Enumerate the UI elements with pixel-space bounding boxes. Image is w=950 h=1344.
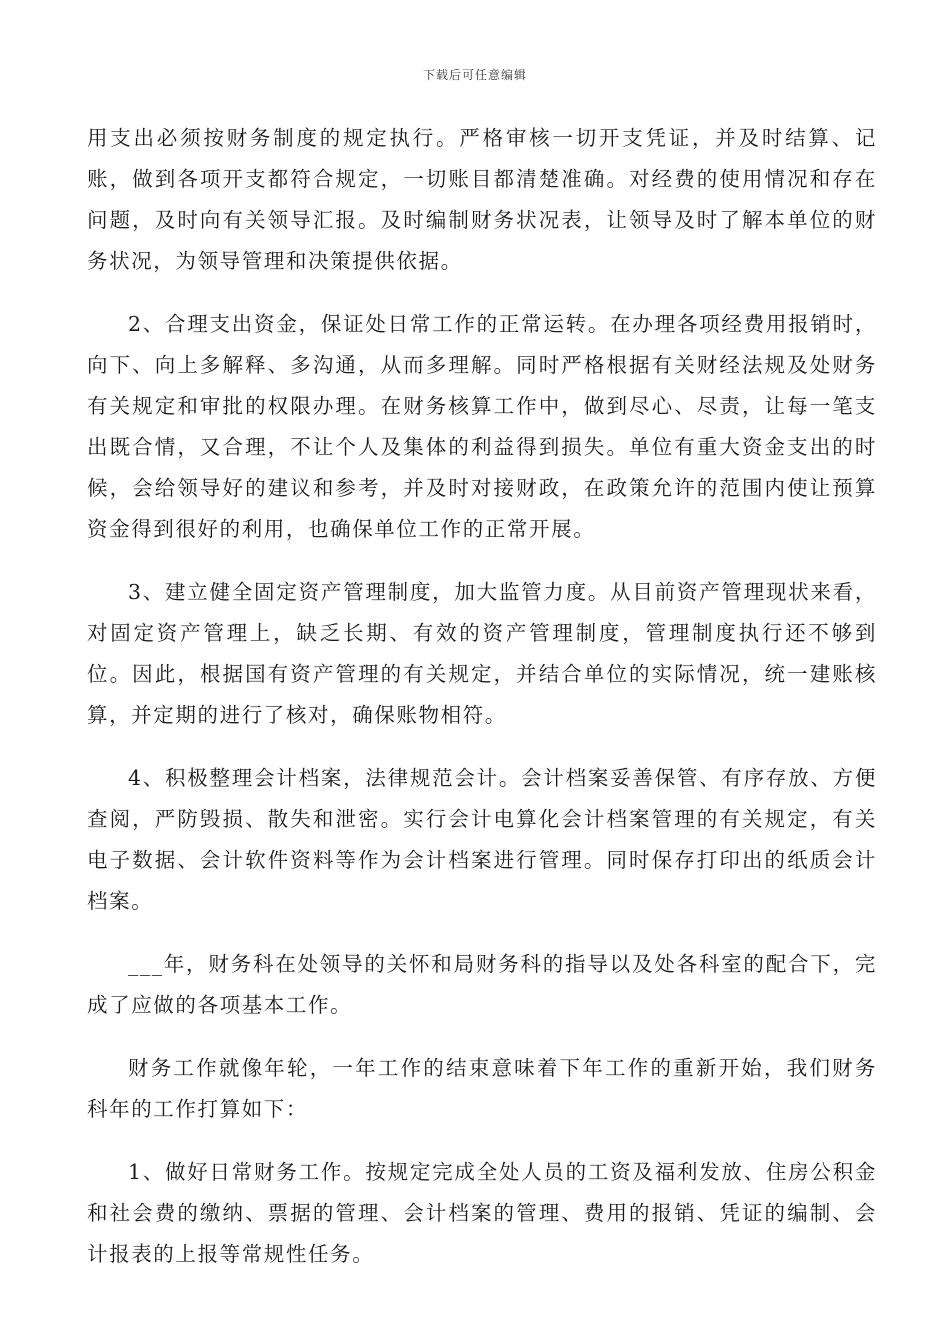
document-body (87, 118, 877, 1297)
paragraph-item-4: 4、积极整理会计档案，法律规范会计。会计档案妥善保管、有序存放、方便查阅，严防毁损、散失和泄密。实行会计电算化会计档案管理的有关规定，有关电子数据、会计软件资料等作为会计档案进行管理。同时保存打印出的纸质会计档案。 (87, 766, 877, 913)
paragraph-plan-item-1: 1、做好日常财务工作。按规定完成全处人员的工资及福利发放、住房公积金和社会费的缴纳、票据的管理、会计档案的管理、费用的报销、凭证的编制、会计报表的上报等常规性任务。 (87, 1160, 877, 1266)
paragraph-continued: 用支出必须按财务制度的规定执行。严格审核一切开支凭证，并及时结算、记账，做到各项开支都符合规定，一切账目都清楚准确。对经费的使用情况和存在问题，及时向有关领导汇报。及时编制财务状况表，让领导及时了解本单位的财务状况，为领导管理和决策提供依据。 (87, 126, 877, 273)
paragraph-plan-intro: 财务工作就像年轮，一年工作的结束意味着下年工作的重新开始，我们财务科年的工作打算如下： (87, 1056, 877, 1121)
header-note: 下载后可任意编辑 (422, 68, 527, 82)
paragraph-item-3: 3、建立健全固定资产管理制度，加大监管力度。从目前资产管理现状来看，对固定资产管理上，缺乏长期、有效的资产管理制度，管理制度执行还不够到位。因此，根据国有资产管理的有关规定，并结合单位的实际情况，统一建账核算，并定期的进行了核对，确保账物相符。 (87, 580, 877, 727)
paragraph-summary: ___年，财务科在处领导的关怀和局财务科的指导以及处各科室的配合下，完成了应做的各项基本工作。 (87, 952, 877, 1017)
paragraph-item-2: 2、合理支出资金，保证处日常工作的正常运转。在办理各项经费用报销时，向下、向上多解释、多沟通，从而多理解。同时严格根据有关财经法规及处财务有关规定和审批的权限办理。在财务核算工作中，做到尽心、尽责，让每一笔支出既合情，又合理，不让个人及集体的利益得到损失。单位有重大资金支出的时候，会给领导好的建议和参考，并及时对接财政，在政策允许的范围内使让预算资金得到很好的利用，也确保单位工作的正常开展。 (87, 312, 877, 541)
